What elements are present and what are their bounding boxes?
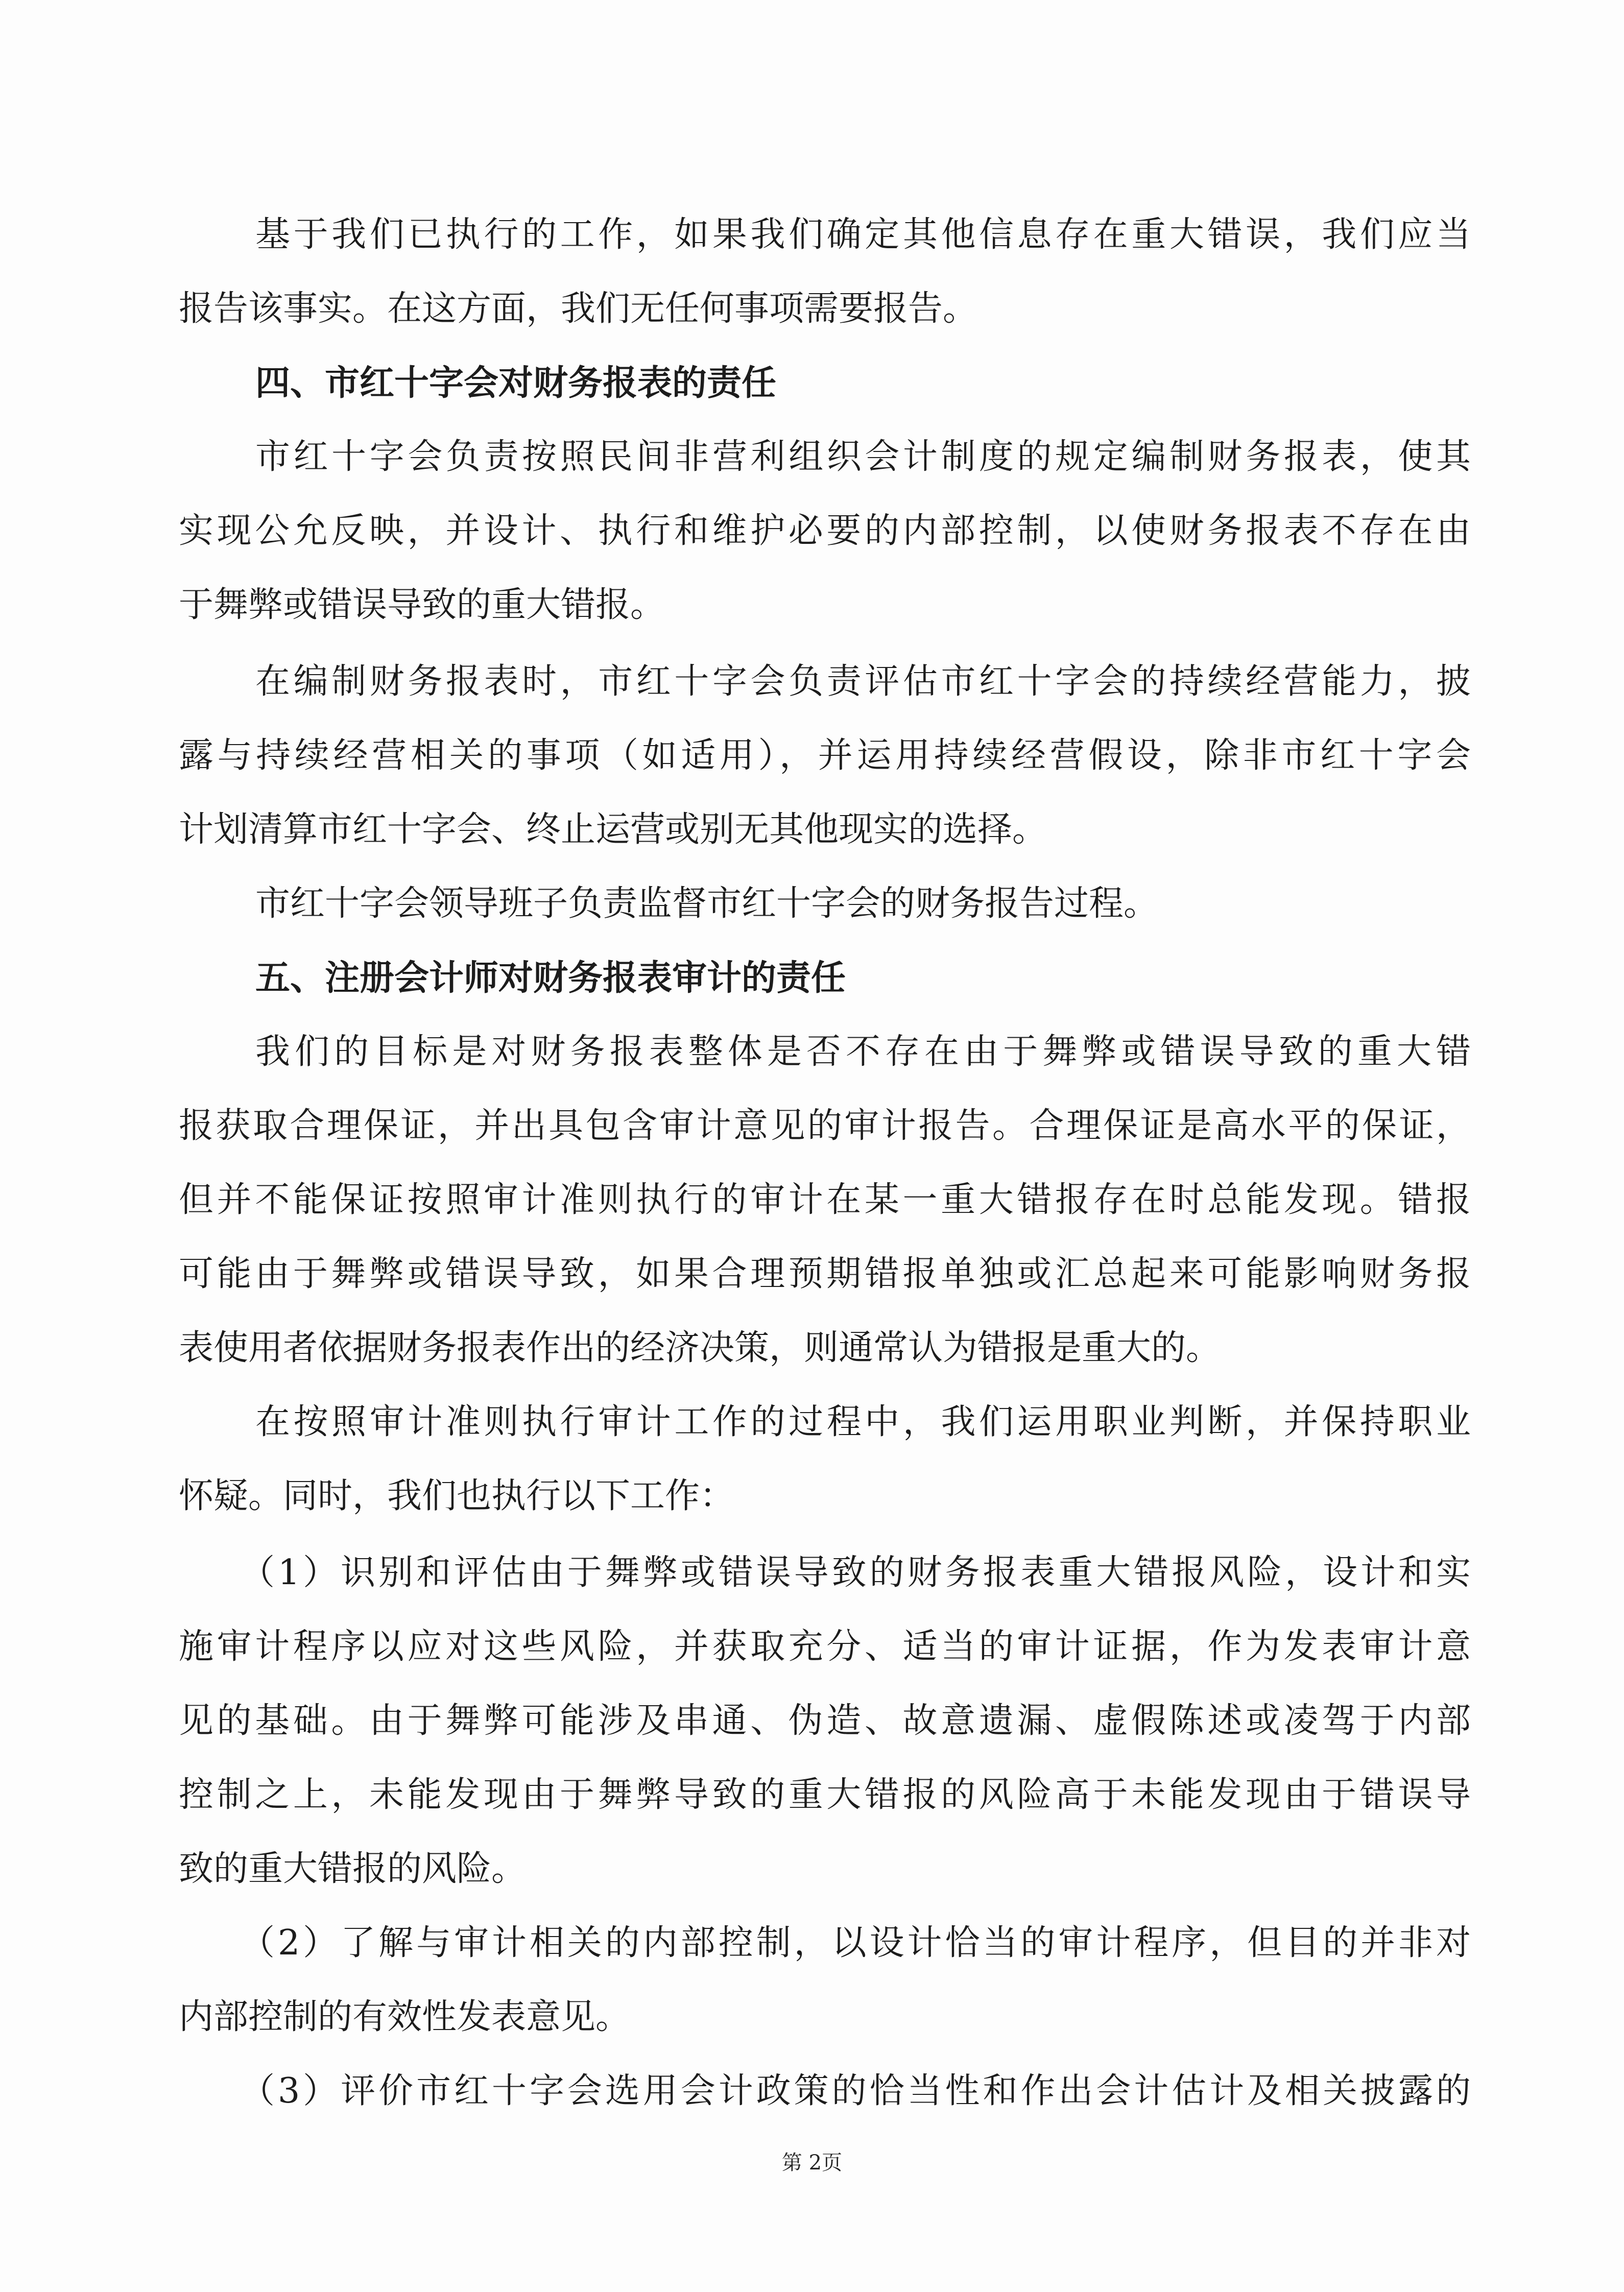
paragraph-line: 我们的目标是对财务报表整体是否不存在由于舞弊或错误导致的重大错 xyxy=(255,1032,1471,1072)
paragraph-line: 但并不能保证按照审计准则执行的审计在某一重大错报存在时总能发现。错报 xyxy=(179,1180,1471,1220)
paragraph-line: 施审计程序以应对这些风险，并获取充分、适当的审计证据，作为发表审计意 xyxy=(179,1627,1471,1667)
paragraph-line: 表使用者依据财务报表作出的经济决策，则通常认为错报是重大的。 xyxy=(179,1328,1221,1368)
paragraph-line: 可能由于舞弊或错误导致，如果合理预期错报单独或汇总起来可能影响财务报 xyxy=(179,1254,1471,1294)
list-item-3: （3）评价市红十字会选用会计政策的恰当性和作出会计估计及相关披露的 xyxy=(240,2071,1471,2111)
paragraph-line: 致的重大错报的风险。 xyxy=(179,1849,527,1889)
paragraph-line: 报告该事实。在这方面，我们无任何事项需要报告。 xyxy=(179,289,978,329)
paragraph-line: 控制之上，未能发现由于舞弊导致的重大错报的风险高于未能发现由于错误导 xyxy=(179,1775,1471,1815)
paragraph-line: 怀疑。同时，我们也执行以下工作： xyxy=(179,1476,735,1516)
paragraph-line: 见的基础。由于舞弊可能涉及串通、伪造、故意遗漏、虚假陈述或凌驾于内部 xyxy=(179,1701,1471,1741)
section-heading-5: 五、注册会计师对财务报表审计的责任 xyxy=(255,958,846,998)
paragraph-line: 基于我们已执行的工作，如果我们确定其他信息存在重大错误，我们应当 xyxy=(255,214,1471,255)
paragraph-line: 内部控制的有效性发表意见。 xyxy=(179,1997,631,2037)
list-item-1: （1）识别和评估由于舞弊或错误导致的财务报表重大错报风险，设计和实 xyxy=(240,1553,1471,1593)
paragraph-line: 实现公允反映，并设计、执行和维护必要的内部控制，以使财务报表不存在由 xyxy=(179,511,1471,551)
paragraph-line: 露与持续经营相关的事项（如适用），并运用持续经营假设，除非市红十字会 xyxy=(179,735,1471,776)
list-item-2: （2）了解与审计相关的内部控制，以设计恰当的审计程序，但目的并非对 xyxy=(240,1923,1471,1963)
paragraph-line: 报获取合理保证，并出具包含审计意见的审计报告。合理保证是高水平的保证， xyxy=(179,1106,1471,1146)
paragraph-line: 市红十字会负责按照民间非营利组织会计制度的规定编制财务报表，使其 xyxy=(255,437,1471,477)
paragraph-line: 于舞弊或错误导致的重大错报。 xyxy=(179,585,665,625)
paragraph-line: 计划清算市红十字会、终止运营或别无其他现实的选择。 xyxy=(179,809,1047,850)
section-heading-4: 四、市红十字会对财务报表的责任 xyxy=(255,363,777,403)
page-number: 第 2页 xyxy=(781,2151,843,2175)
paragraph-line: 在按照审计准则执行审计工作的过程中，我们运用职业判断，并保持职业 xyxy=(255,1402,1471,1442)
paragraph-line: 市红十字会领导班子负责监督市红十字会的财务报告过程。 xyxy=(255,884,1159,924)
paragraph-line: 在编制财务报表时，市红十字会负责评估市红十字会的持续经营能力，披 xyxy=(255,661,1471,702)
